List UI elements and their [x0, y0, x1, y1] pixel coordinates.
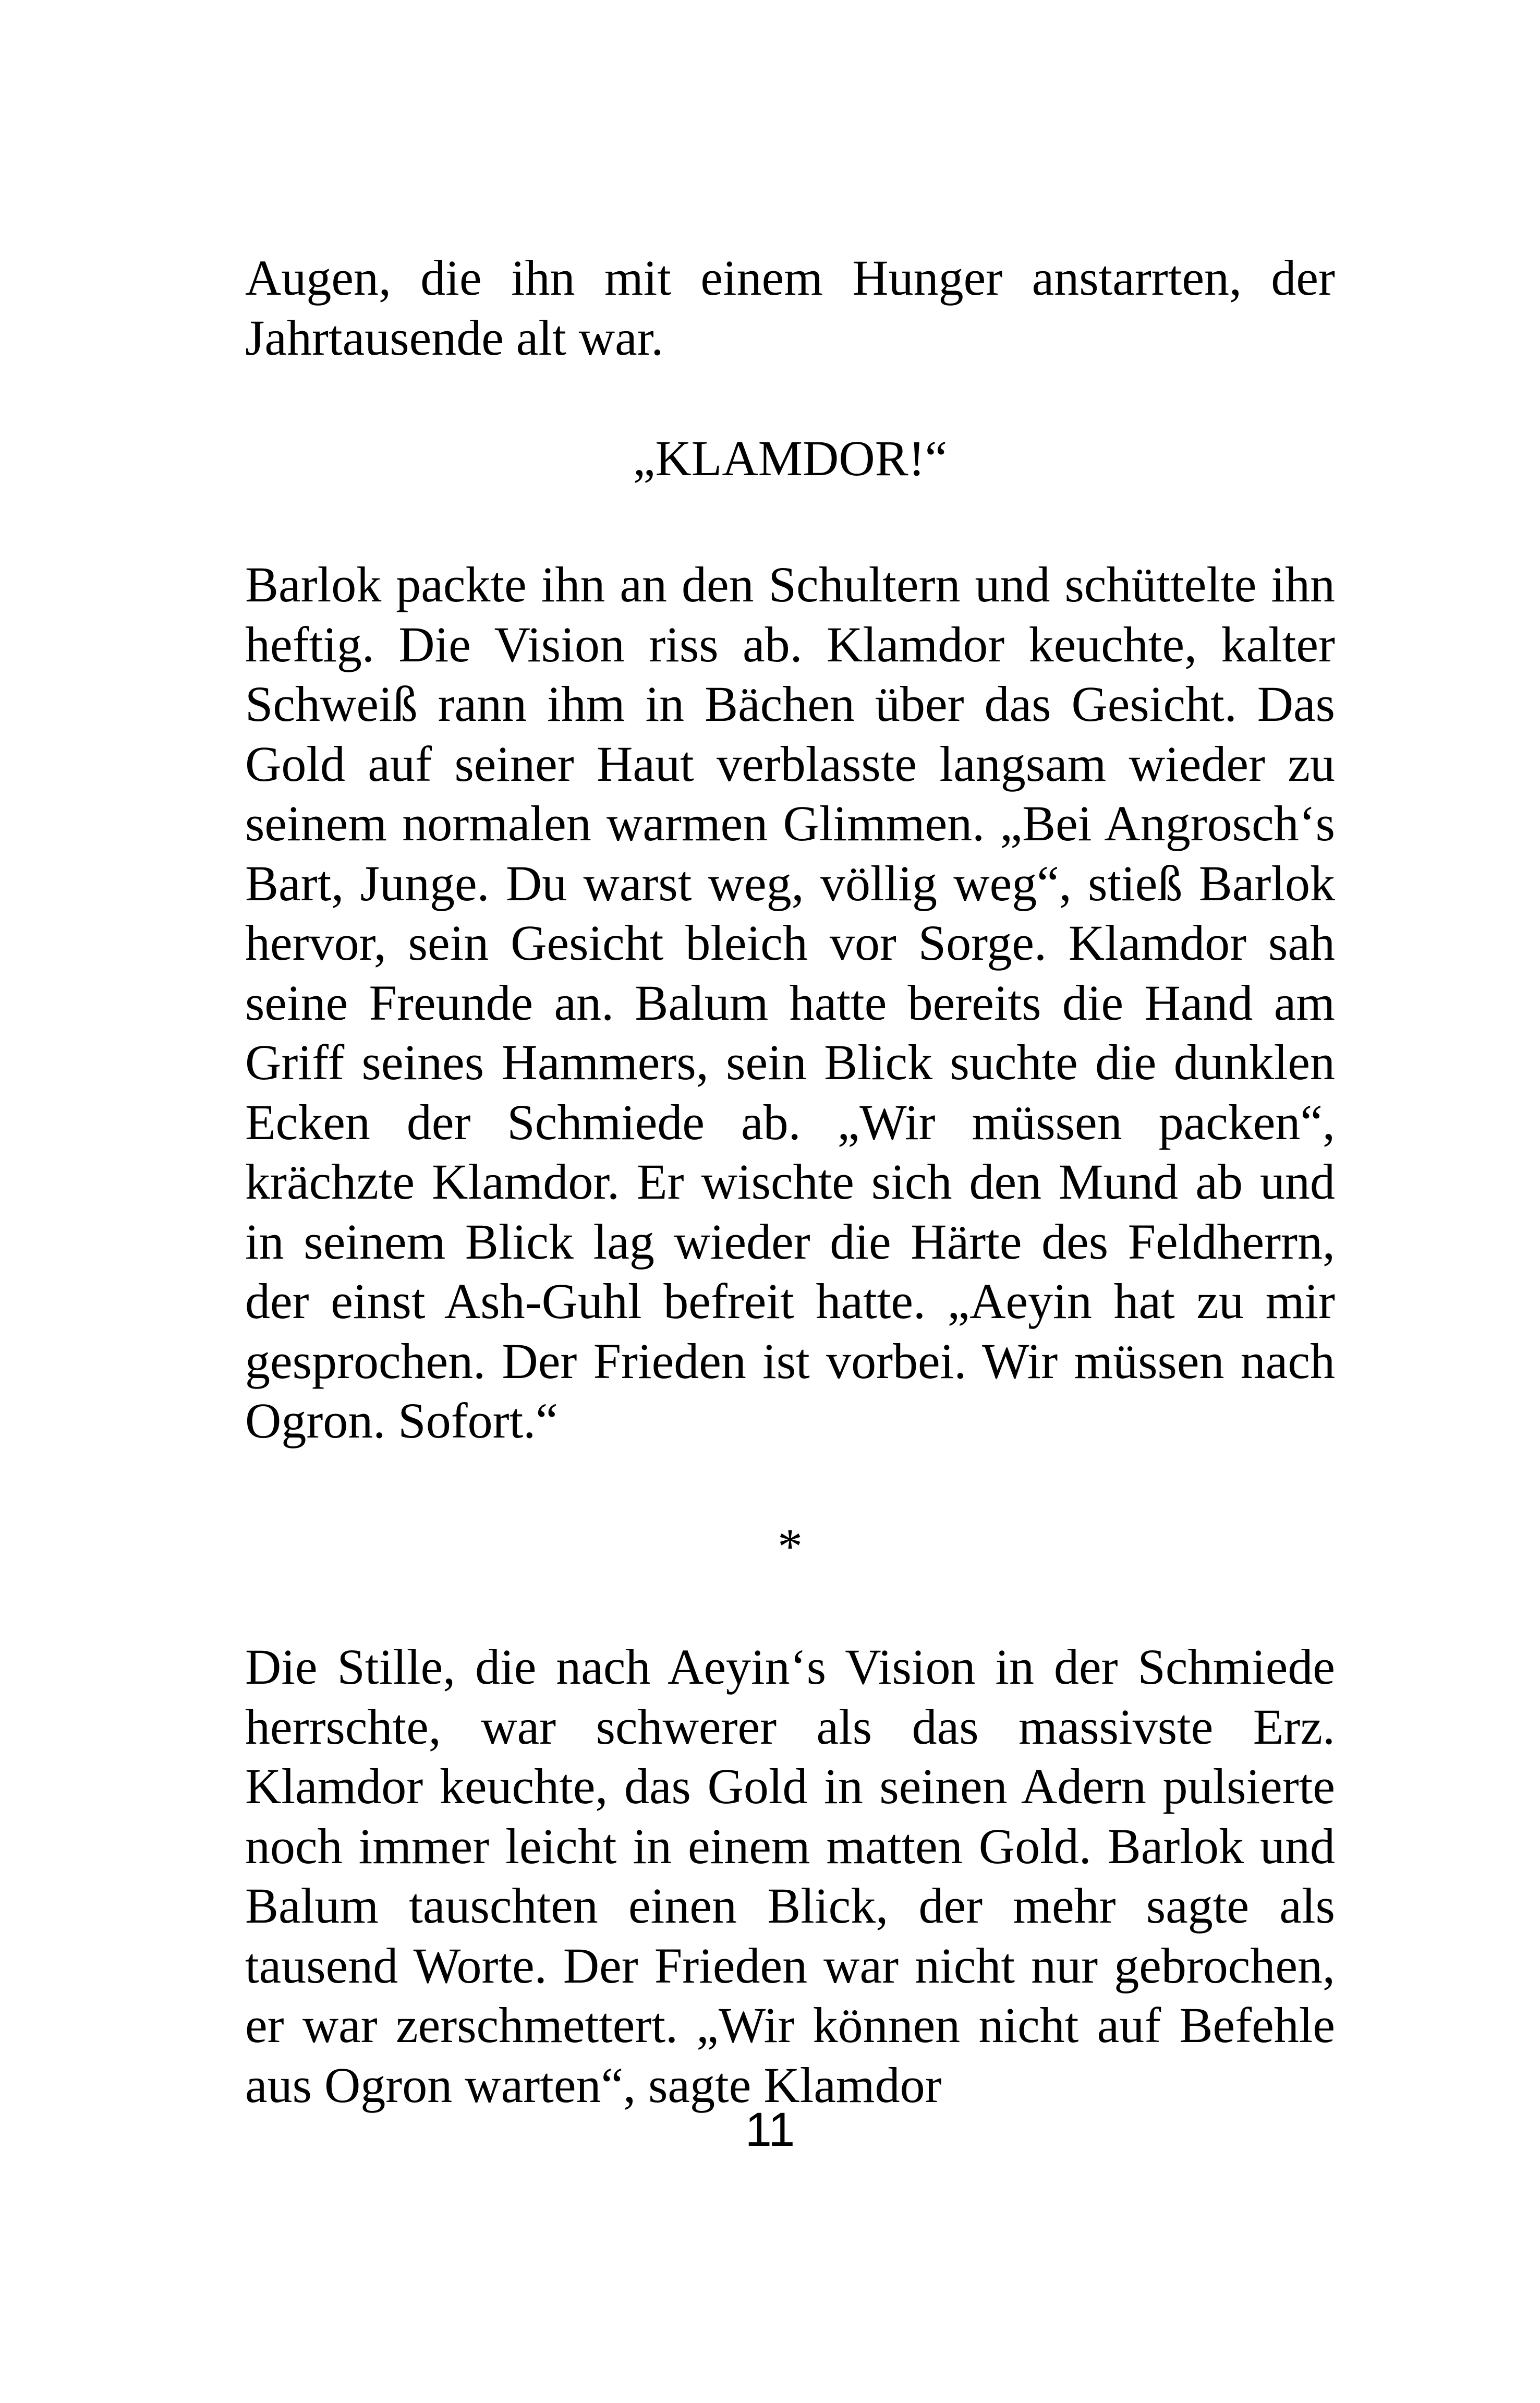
paragraph-barlok: Barlok packte ihn an den Schultern und schüttelte ihn heftig. Die Vision riss ab. Klamdor keuchte, kalter Schweiß rann ihm in Bächen über das Gesicht. Das Gold auf seiner Haut verblasste langsam wieder zu seinem normalen warmen Glimmen. „Bei Angrosch‘s Bart, Junge. Du warst weg, völlig weg“, stieß Barlok hervor, sein Gesicht bleich vor Sorge. Klamdor sah seine Freunde an. Balum hatte bereits die Hand am Griff seines Hammers, sein Blick suchte die dunklen Ecken der Schmiede ab. „Wir müssen packen“, krächzte Klamdor. Er wischte sich den Mund ab und in seinem Blick lag wieder die Härte des Feldherrn, der einst Ash-Guhl befreit hatte. „Aeyin hat zu mir gesprochen. Der Frieden ist vorbei. Wir müssen nach Ogron. Sofort.“ [245, 557, 1335, 1448]
shout-klamdor: „KLAMDOR!“ [633, 430, 948, 486]
page-number: 11 [745, 2103, 795, 2156]
paragraph-augen: Augen, die ihn mit einem Hunger anstarrten, der Jahrtausende alt war. [245, 250, 1335, 366]
paragraph-stille: Die Stille, die nach Aeyin‘s Vision in der Schmiede herrschte, war schwerer als das massivste Erz. Klamdor keuchte, das Gold in seinen Adern pulsierte noch immer leicht in einem matten Gold. Barlok und Balum tauschten einen Blick, der mehr sagte als tausend Worte. Der Frieden war nicht nur gebrochen, er war zerschmettert. „Wir können nicht auf Befehle aus Ogron warten“, sagte Klamdor [245, 1639, 1335, 2113]
scene-break-asterisk: * [778, 1518, 803, 1574]
